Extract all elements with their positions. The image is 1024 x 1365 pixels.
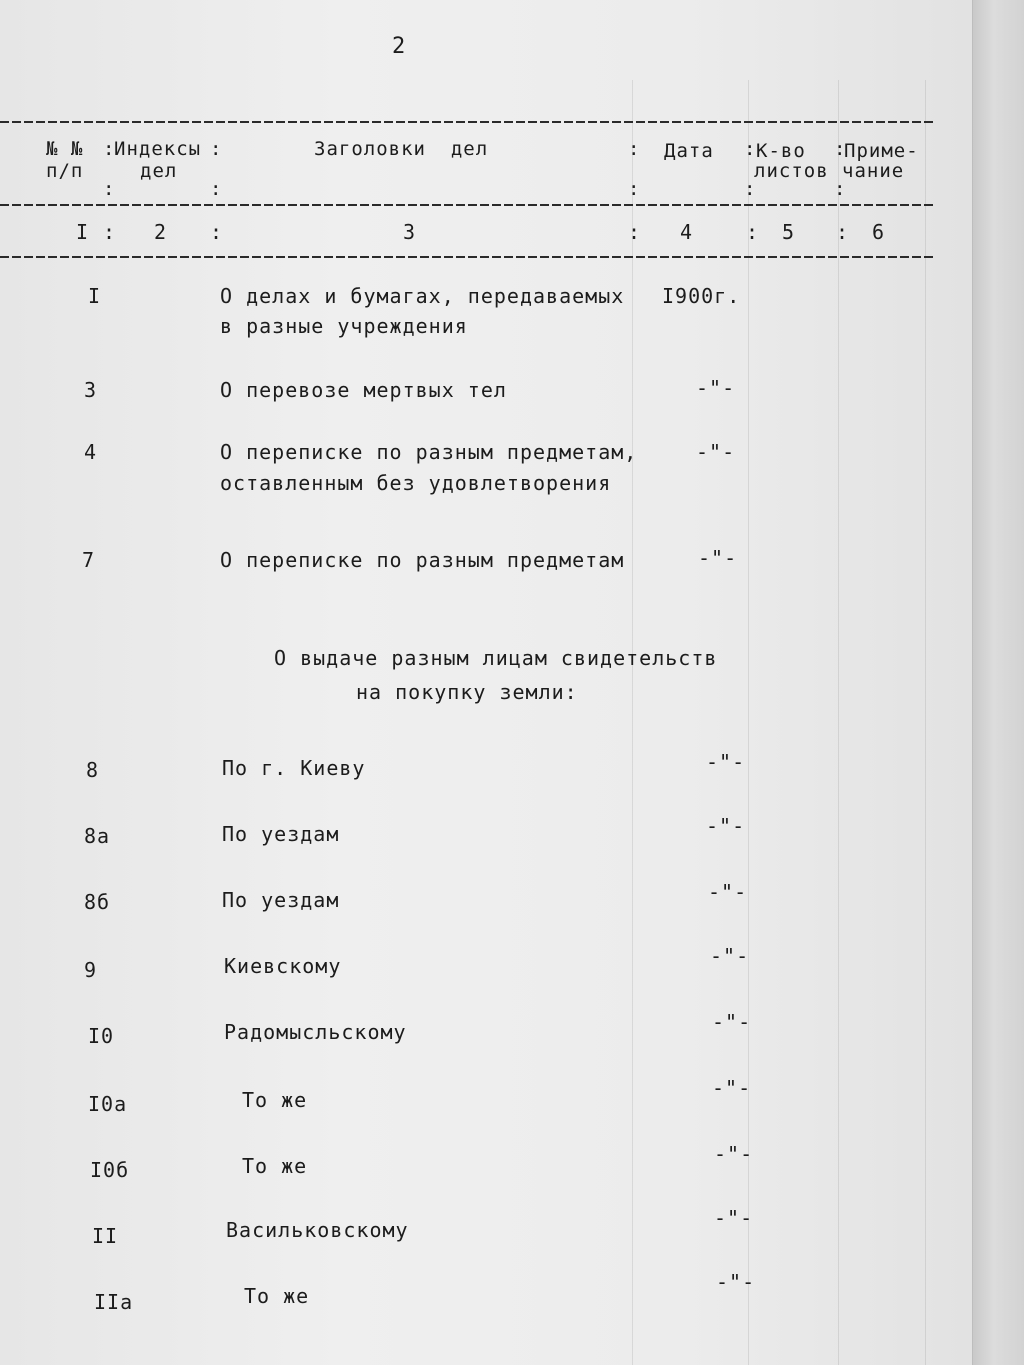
header-sep: : bbox=[834, 138, 847, 160]
row-title: О переписке по разным предметам, bbox=[220, 440, 638, 464]
header-sep: : bbox=[210, 178, 223, 200]
row-title: О переписке по разным предметам bbox=[220, 548, 625, 572]
row-title: Радомысльскому bbox=[224, 1020, 407, 1044]
row-number: 4 bbox=[84, 440, 98, 464]
header-col4: Дата bbox=[664, 140, 714, 162]
header-sep: : bbox=[628, 220, 642, 244]
ruling-line bbox=[748, 80, 749, 1365]
row-number: 8а bbox=[84, 824, 111, 848]
row-date: -"- bbox=[696, 440, 736, 464]
header-sep: : bbox=[836, 220, 850, 244]
row-date: -"- bbox=[712, 1076, 752, 1100]
row-date: I900г. bbox=[662, 284, 741, 308]
row-date: -"- bbox=[706, 750, 746, 774]
page-number: 2 bbox=[392, 34, 407, 59]
header-sep: : bbox=[103, 138, 116, 160]
row-number: I bbox=[88, 284, 102, 308]
column-number: I bbox=[76, 220, 90, 244]
row-number: II bbox=[92, 1224, 119, 1248]
row-date: -"- bbox=[698, 546, 738, 570]
header-col5-line1: К-во bbox=[756, 140, 806, 162]
header-col6-line1: Приме- bbox=[844, 140, 919, 162]
ruling-line bbox=[632, 80, 633, 1365]
header-sep: : bbox=[210, 138, 223, 160]
row-number: 7 bbox=[82, 548, 96, 572]
section-heading-line2: на покупку земли: bbox=[356, 680, 578, 704]
row-title: По г. Киеву bbox=[222, 756, 366, 780]
row-title-cont: в разные учреждения bbox=[220, 314, 468, 338]
header-col1-line1: № № bbox=[46, 138, 84, 160]
row-date: -"- bbox=[716, 1270, 756, 1294]
header-col6-line2: чание bbox=[842, 160, 905, 182]
row-number: 9 bbox=[84, 958, 98, 982]
header-sep: : bbox=[834, 178, 847, 200]
row-date: -"- bbox=[708, 880, 748, 904]
row-title: То же bbox=[242, 1088, 308, 1112]
header-col5-line2: листов bbox=[754, 160, 829, 182]
header-sep: : bbox=[628, 178, 641, 200]
row-date: -"- bbox=[696, 376, 736, 400]
row-title: О перевозе мертвых тел bbox=[220, 378, 507, 402]
column-number: 5 bbox=[782, 220, 796, 244]
header-sep: : bbox=[744, 178, 757, 200]
row-number: IIа bbox=[94, 1290, 134, 1314]
row-number: 8 bbox=[86, 758, 100, 782]
row-title: Васильковскому bbox=[226, 1218, 409, 1242]
header-sep: : bbox=[103, 178, 116, 200]
row-number: I0 bbox=[88, 1024, 115, 1048]
ruling-line bbox=[925, 80, 926, 1365]
header-col1-line2: п/п bbox=[46, 160, 84, 182]
row-title-cont: оставленным без удовлетворения bbox=[220, 471, 612, 495]
row-title: То же bbox=[242, 1154, 308, 1178]
row-date: -"- bbox=[714, 1206, 754, 1230]
column-number: 4 bbox=[680, 220, 694, 244]
row-title: О делах и бумагах, передаваемых bbox=[220, 284, 625, 308]
header-col2-line1: Индексы bbox=[114, 138, 202, 160]
row-title: По уездам bbox=[222, 822, 340, 846]
row-number: I0б bbox=[90, 1158, 130, 1182]
row-title: То же bbox=[244, 1284, 310, 1308]
row-title: По уездам bbox=[222, 888, 340, 912]
row-number: 3 bbox=[84, 378, 98, 402]
header-sep: : bbox=[210, 220, 224, 244]
row-date: -"- bbox=[706, 814, 746, 838]
section-heading-line1: О выдаче разным лицам свидетельств bbox=[274, 646, 718, 670]
header-mid-rule bbox=[0, 204, 935, 206]
row-date: -"- bbox=[710, 944, 750, 968]
header-sep: : bbox=[744, 138, 757, 160]
column-number: 3 bbox=[403, 220, 417, 244]
header-sep: : bbox=[746, 220, 760, 244]
row-date: -"- bbox=[712, 1010, 752, 1034]
row-number: I0а bbox=[88, 1092, 128, 1116]
row-date: -"- bbox=[714, 1142, 754, 1166]
column-number: 2 bbox=[154, 220, 168, 244]
row-number: 8б bbox=[84, 890, 111, 914]
column-number: 6 bbox=[872, 220, 886, 244]
header-col3: Заголовки дел bbox=[314, 138, 489, 160]
header-bottom-rule bbox=[0, 256, 935, 258]
row-title: Киевскому bbox=[224, 954, 342, 978]
next-page-edge bbox=[972, 0, 1024, 1365]
header-sep: : bbox=[103, 220, 117, 244]
header-sep: : bbox=[628, 138, 641, 160]
header-top-rule bbox=[0, 121, 935, 123]
header-col2-line2: дел bbox=[140, 160, 178, 182]
ruling-line bbox=[838, 80, 839, 1365]
